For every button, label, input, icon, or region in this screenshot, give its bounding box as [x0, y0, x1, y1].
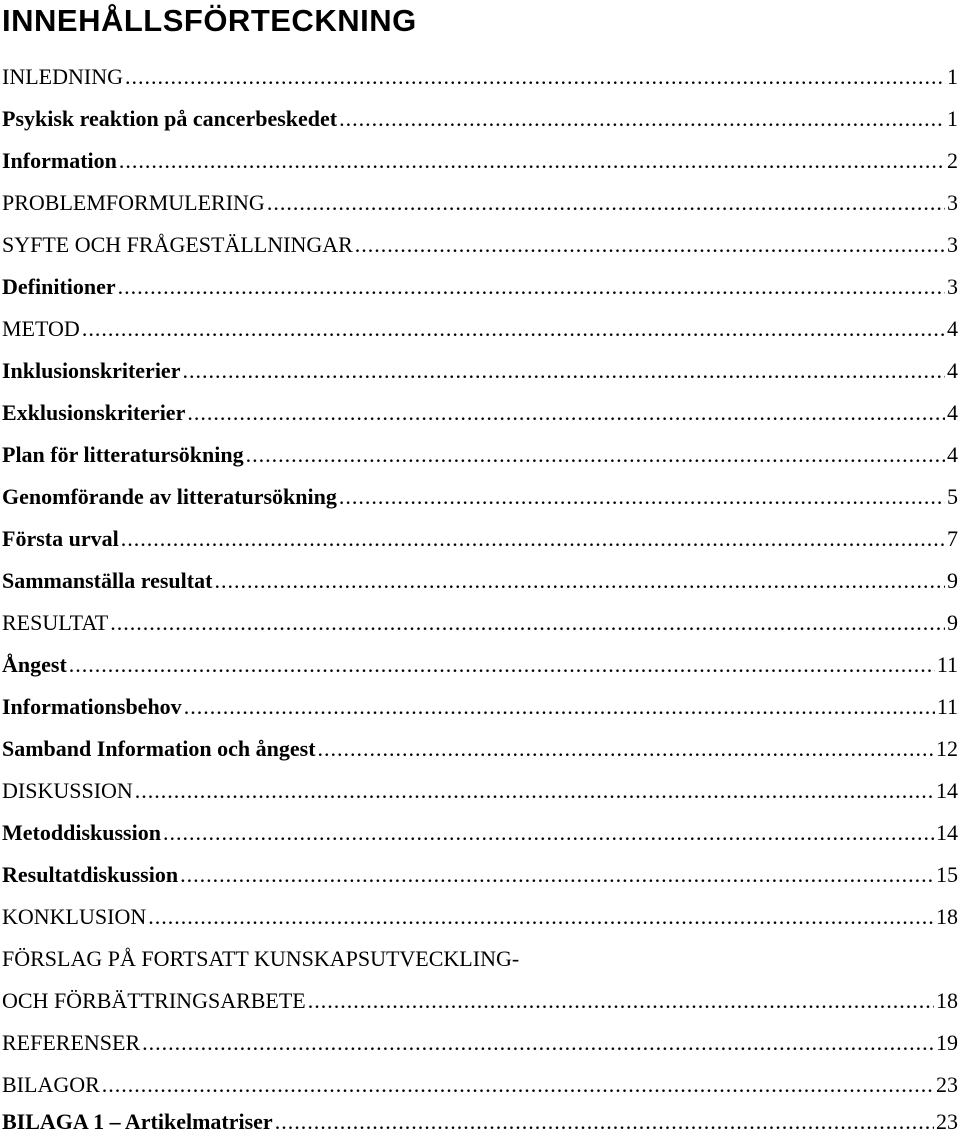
dot-leader: [275, 1107, 934, 1137]
toc-entry: [2, 608, 958, 638]
toc-entry-label: DISKUSSION: [2, 778, 133, 803]
toc-entry-label: RESULTAT: [2, 610, 109, 635]
toc-entry: [2, 1107, 958, 1137]
dot-leader: [308, 986, 934, 1016]
dot-leader: [69, 650, 935, 680]
dot-leader: [184, 692, 935, 722]
toc-entry-page: 11: [936, 694, 958, 719]
dot-leader: [82, 314, 945, 344]
toc-entry-page: 11: [936, 652, 958, 677]
dot-leader: [246, 440, 945, 470]
toc-entry-label: Informationsbehov: [2, 694, 182, 719]
toc-entry-page: 18: [936, 904, 958, 929]
toc-entry-page: 9: [947, 610, 958, 635]
dot-leader: [135, 776, 934, 806]
toc-entry-label: Samband Information och ångest: [2, 736, 316, 761]
toc-entry-label: Inklusionskriterier: [2, 358, 181, 383]
dot-leader: [339, 104, 945, 134]
toc-entry: [2, 230, 958, 260]
toc-entry-label: Metoddiskussion: [2, 820, 161, 845]
toc-entry-page: 3: [947, 232, 958, 257]
toc-entry-page: 18: [936, 988, 958, 1013]
dot-leader: [180, 860, 934, 890]
toc-entry-page: 12: [936, 736, 958, 761]
toc-entry-label: Genomförande av litteratursökning: [2, 484, 337, 509]
toc-entry: [2, 902, 958, 932]
toc-entry: [2, 398, 958, 428]
dot-leader: [339, 482, 945, 512]
toc-entry-label: INLEDNING: [2, 64, 123, 89]
dot-leader: [267, 188, 945, 218]
toc-entry-page: 14: [936, 778, 958, 803]
toc-entry-label: Information: [2, 148, 117, 173]
dot-leader: [214, 566, 945, 596]
toc-entry-page: 4: [947, 358, 958, 383]
toc-entry: [2, 314, 958, 344]
toc-entry-label: OCH FÖRBÄTTRINGSARBETE: [2, 988, 306, 1013]
toc-entry: [2, 104, 958, 134]
toc-entry: [2, 566, 958, 596]
page-title: INNEHÅLLSFÖRTECKNING: [2, 3, 417, 38]
dot-leader: [187, 398, 945, 428]
toc-entry-page: 3: [947, 190, 958, 215]
toc-entry: [2, 272, 958, 302]
toc-entry-page: 3: [947, 274, 958, 299]
toc-entry-page: 4: [947, 400, 958, 425]
toc-entry-label: Resultatdiskussion: [2, 862, 179, 887]
toc-entry-page: 23: [936, 1072, 958, 1097]
toc-entry: [2, 650, 958, 680]
toc-entry-page: 7: [947, 526, 958, 551]
dot-leader: [355, 230, 945, 260]
toc-entry-page: 9: [947, 568, 958, 593]
toc-entry-label: KONKLUSION: [2, 904, 147, 929]
dot-leader: [110, 608, 945, 638]
dot-leader: [182, 356, 945, 386]
toc-entry-label: Psykisk reaktion på cancerbeskedet: [2, 106, 338, 131]
toc-entry-label: Exklusionskriterier: [2, 400, 186, 425]
toc-entry: [2, 734, 958, 764]
toc-entry-label: Plan för litteratursökning: [2, 442, 244, 467]
toc-entry: [2, 524, 958, 554]
toc-entry-page: 23: [936, 1109, 958, 1134]
toc-entry: [2, 482, 958, 512]
toc-entry-page: 14: [936, 820, 958, 845]
toc-entry: [2, 1070, 958, 1100]
toc-entry-label: SYFTE OCH FRÅGESTÄLLNINGAR: [2, 232, 353, 257]
toc-entry: [2, 356, 958, 386]
toc-entry: [2, 986, 958, 1016]
toc-entry-page: 1: [947, 106, 958, 131]
dot-leader: [142, 1028, 934, 1058]
dot-leader: [318, 734, 934, 764]
dot-leader: [119, 146, 945, 176]
dot-leader: [118, 272, 945, 302]
toc-entry: [2, 62, 958, 92]
toc-entry: [2, 860, 958, 890]
toc-entry-label: Sammanställa resultat: [2, 568, 213, 593]
toc-entry-label: BILAGOR: [2, 1072, 100, 1097]
toc-entry: [2, 440, 958, 470]
toc-entry-label: Första urval: [2, 526, 119, 551]
toc-entry-label: REFERENSER: [2, 1030, 141, 1055]
dot-leader: [125, 62, 945, 92]
toc-entry-page: 19: [936, 1030, 958, 1055]
dot-leader: [148, 902, 934, 932]
toc-entry-page: 4: [947, 316, 958, 341]
toc-entry: [2, 188, 958, 218]
toc-entry: [2, 818, 958, 848]
toc-entry: [2, 692, 958, 722]
toc-entry-label: PROBLEMFORMULERING: [2, 190, 265, 215]
toc-entry-page: 1: [947, 64, 958, 89]
toc-entry-label: BILAGA 1 – Artikelmatriser: [2, 1109, 273, 1134]
toc-entry-page: 15: [936, 862, 958, 887]
toc-entry-label: Definitioner: [2, 274, 116, 299]
toc-entry-page: 2: [947, 148, 958, 173]
dot-leader: [102, 1070, 934, 1100]
toc-entry-page: 4: [947, 442, 958, 467]
toc-entry: [2, 1028, 958, 1058]
toc-entry: [2, 146, 958, 176]
toc-entry-label: Ångest: [2, 652, 67, 677]
toc-entry: [2, 776, 958, 806]
dot-leader: [121, 524, 945, 554]
toc-entry-page: 5: [947, 484, 958, 509]
toc-entry-label: METOD: [2, 316, 80, 341]
toc-entry-label: FÖRSLAG PÅ FORTSATT KUNSKAPSUTVECKLING-: [2, 946, 520, 971]
dot-leader: [163, 818, 934, 848]
